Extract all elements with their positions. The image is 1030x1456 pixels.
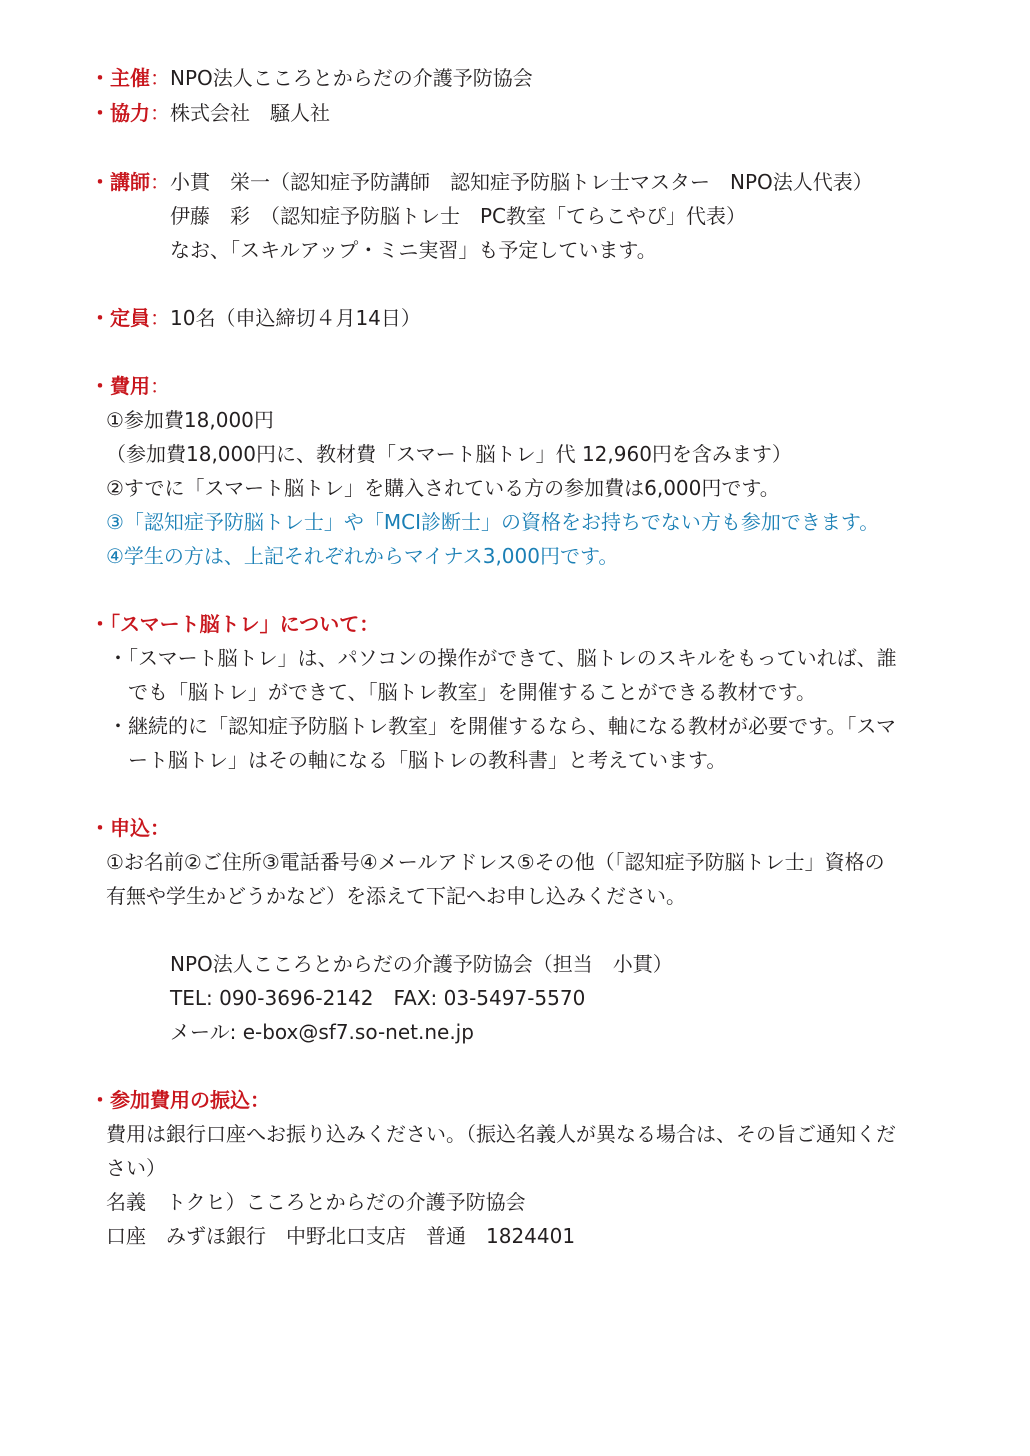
- fees-label: ・費用: [90, 374, 150, 398]
- fees-row: [90, 374, 170, 398]
- instructors-row: [90, 170, 873, 194]
- contact-email: メール: e-box@sf7.so-net.ne.jp: [170, 1020, 474, 1044]
- about-heading: ・「スマート脳トレ」について：: [90, 612, 380, 636]
- organizer-value: NPO法人こころとからだの介護予防協会: [170, 66, 533, 90]
- instructor-line: 小貫 栄一（認知症予防講師 認知症予防脳トレ士マスター NPO法人代表）: [170, 170, 873, 194]
- cooperation-row: [90, 101, 330, 125]
- cooperation-value: 株式会社 騒人社: [170, 101, 330, 125]
- apply-line: 有無や学生かどうかなど）を添えて下記へお申し込みください。: [106, 884, 686, 908]
- fee-note-line: ③「認知症予防脳トレ士」や「MCI診断士」の資格をお持ちでない方も参加できます。: [106, 510, 880, 534]
- instructors-label: ・講師: [90, 170, 150, 194]
- fees-colon: ：: [150, 374, 170, 398]
- instructors-colon: ：: [150, 170, 170, 194]
- payment-heading: ・参加費用の振込：: [90, 1088, 270, 1112]
- fee-note-line: ④学生の方は、上記それぞれからマイナス3,000円です。: [106, 544, 619, 568]
- capacity-label: ・定員: [90, 306, 150, 330]
- about-line: ・継続的に「認知症予防脳トレ教室」を開催するなら、軸になる教材が必要です。「スマ: [108, 714, 896, 738]
- fee-line: （参加費18,000円に、教材費「スマート脳トレ」代 12,960円を含みます）: [106, 442, 792, 466]
- fee-line: ①参加費18,000円: [106, 408, 274, 432]
- apply-line: ①お名前②ご住所③電話番号④メールアドレス⑤その他（「認知症予防脳トレ士」資格の: [106, 850, 885, 874]
- capacity-value: 10名（申込締切４月14日）: [170, 306, 421, 330]
- payment-account-number: 口座 みずほ銀行 中野北口支店 普通 1824401: [106, 1224, 576, 1248]
- contact-org: NPO法人こころとからだの介護予防協会（担当 小貫）: [170, 952, 673, 976]
- payment-line: さい）: [106, 1156, 166, 1180]
- instructor-line: 伊藤 彩 （認知症予防脳トレ士 PC教室「てらこやぴ」代表）: [170, 204, 747, 228]
- organizer-row: [90, 66, 533, 90]
- about-line: でも「脳トレ」ができて、「脳トレ教室」を開催することができる教材です。: [128, 680, 816, 704]
- apply-heading: ・申込：: [90, 816, 170, 840]
- payment-account-name: 名義 トクヒ）こころとからだの介護予防協会: [106, 1190, 526, 1214]
- about-line: ・「スマート脳トレ」は、パソコンの操作ができて、脳トレのスキルをもっていれば、誰: [108, 646, 897, 670]
- contact-phone-fax: TEL: 090-3696-2142 FAX: 03-5497-5570: [170, 986, 586, 1010]
- fee-line: ②すでに「スマート脳トレ」を購入されている方の参加費は6,000円です。: [106, 476, 780, 500]
- payment-line: 費用は銀行口座へお振り込みください。（振込名義人が異なる場合は、その旨ご通知くだ: [106, 1122, 896, 1146]
- capacity-row: [90, 306, 421, 330]
- about-line: ート脳トレ」はその軸になる「脳トレの教科書」と考えています。: [128, 748, 727, 772]
- cooperation-label: ・協力: [90, 101, 150, 125]
- organizer-label: ・主催: [90, 66, 150, 90]
- organizer-colon: ：: [150, 66, 170, 90]
- cooperation-colon: ：: [150, 101, 170, 125]
- instructor-line: なお、「スキルアップ・ミニ実習」も予定しています。: [170, 238, 657, 262]
- capacity-colon: ：: [150, 306, 170, 330]
